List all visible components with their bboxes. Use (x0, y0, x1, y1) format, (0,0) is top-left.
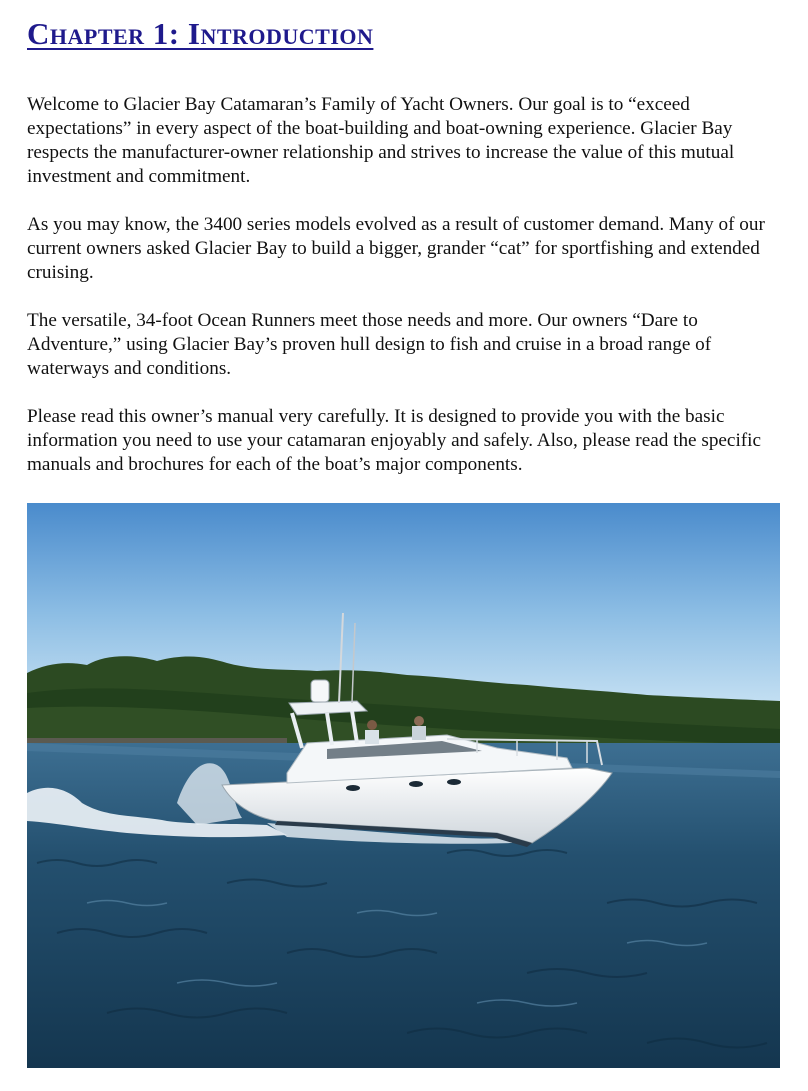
paragraph-ocean-runners: The versatile, 34-foot Ocean Runners meet those needs and more. Our owners “Dare to Adventure,” using Glacier Bay’s proven hull design to fish and cruise in a broad range of waterways and conditions. (27, 310, 712, 379)
catamaran-photo (27, 503, 780, 1068)
paragraph-series-models: As you may know, the 3400 series models evolved as a result of customer demand. Many of our current owners asked Glacier Bay to build a bigger, grander “cat” for sportfishing and extended cruising. (27, 214, 765, 283)
chapter-title: Chapter 1: Introduction (27, 16, 374, 51)
paragraph-read-manual: Please read this owner’s manual very carefully. It is designed to provide you with the basic information you need to use your catamaran enjoyably and safely. Also, please read the specific manuals and brochures for each of the boat’s major components. (27, 406, 762, 475)
paragraph-welcome: Welcome to Glacier Bay Catamaran’s Family of Yacht Owners. Our goal is to “exceed expectations” in every aspect of the boat-building and boat-owning experience. Glacier Bay respects the manufacturer-owner relationship and strives to increase the value of this mutual investment and commitment. (27, 94, 735, 187)
intro-text (27, 93, 787, 501)
